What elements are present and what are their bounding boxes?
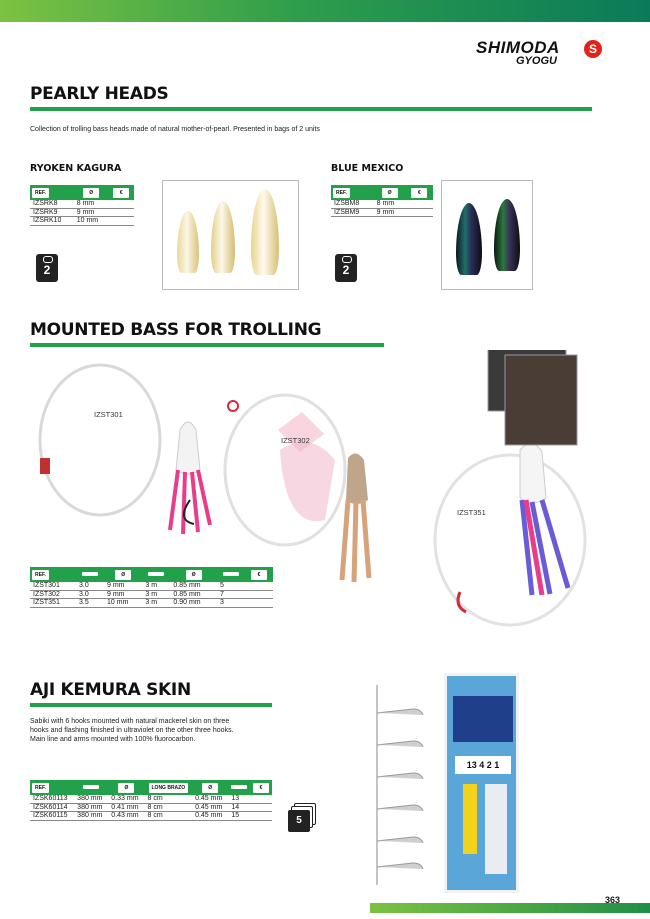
mexico-spec-table (331, 185, 433, 217)
price-cell (250, 795, 272, 803)
top-green-bar (0, 0, 650, 22)
subtitle-blue-mexico: BLUE MEXICO (331, 163, 404, 174)
cell: 3 m (142, 590, 170, 599)
rig-label-izst302: IZST302 (281, 436, 310, 445)
main-line-diameter-header: Ø (118, 783, 134, 793)
ref-header: REF. (333, 188, 350, 198)
ref-header: REF. (32, 570, 49, 580)
diameter-cell: 9 mm (74, 208, 109, 217)
head-diameter-header: Ø (115, 570, 131, 580)
arm-diameter-header: Ø (202, 783, 218, 793)
cell: 380 mm (74, 795, 108, 803)
bag-2-units-icon: 2 (36, 254, 58, 282)
brand-logo (476, 38, 606, 72)
table-row (30, 812, 272, 821)
cell: 0.90 mm (170, 599, 217, 608)
table-row (30, 599, 273, 608)
pack-count: 5 (288, 810, 310, 832)
brand-sub: GYOGU (516, 55, 557, 67)
arm-length-header: LONG BRAZO (149, 783, 189, 793)
table-row (30, 200, 134, 208)
price-cell (245, 582, 273, 590)
mounted-bass-spec-table (30, 567, 273, 608)
lure-head-image (520, 443, 546, 503)
ref-cell: IZST351 (30, 599, 76, 608)
price-cell (109, 217, 134, 226)
subtitle-ryoken-kagura: RYOKEN KAGURA (30, 163, 122, 174)
cell: 9 mm (104, 590, 142, 599)
ref-cell: IZSRK8 (30, 200, 74, 208)
table-row (30, 590, 273, 599)
ref-cell: IZST302 (30, 590, 76, 599)
price-header-icon: € (253, 783, 269, 793)
description-line: hooks and flashing finished in ultraviolet on the other three hooks. (30, 727, 234, 734)
cell: 0.45 mm (192, 795, 228, 803)
package-size-label: 13 4 2 1 (455, 756, 511, 774)
rig-label-izst301: IZST301 (94, 410, 123, 419)
dark-head-image (456, 203, 482, 275)
cell: 9 mm (104, 582, 142, 590)
ref-cell: IZST301 (30, 582, 76, 590)
cell: 3 m (142, 582, 170, 590)
price-header-icon: € (113, 188, 129, 198)
sabiki-package-photo (444, 673, 519, 893)
cell: 3 (217, 599, 245, 608)
section-title-mounted-bass: MOUNTED BASS FOR TROLLING (30, 320, 322, 340)
table-row (30, 217, 134, 226)
aji-spec-table (30, 780, 272, 821)
dark-head-image (494, 199, 520, 271)
table-row (30, 803, 272, 812)
cell: 3.0 (76, 582, 104, 590)
cell: 10 mm (104, 599, 142, 608)
table-row (30, 582, 273, 590)
price-cell (245, 599, 273, 608)
price-cell (250, 812, 272, 821)
ref-header: REF. (32, 188, 49, 198)
diameter-cell: 8 mm (374, 200, 406, 208)
section-rule (30, 343, 384, 347)
cell: 0.41 mm (108, 803, 144, 812)
cell: 13 (228, 795, 250, 803)
price-cell (406, 208, 433, 217)
cell: 8 cm (145, 795, 193, 803)
cell: 380 mm (74, 803, 108, 812)
section-title-pearly-heads: PEARLY HEADS (30, 84, 169, 104)
ryoken-spec-table (30, 185, 134, 226)
aji-description (30, 717, 234, 744)
cell: 3.5 (76, 599, 104, 608)
price-cell (109, 208, 134, 217)
diameter-header: Ø (83, 188, 99, 198)
line-length-header-icon (148, 572, 164, 576)
cell: 15 (228, 812, 250, 821)
diameter-cell: 8 mm (74, 200, 109, 208)
cell: 0.43 mm (108, 812, 144, 821)
price-header-icon: € (251, 570, 267, 580)
watermark-fox-image (280, 442, 335, 521)
diameter-cell: 10 mm (74, 217, 109, 226)
page-number: 363 (604, 895, 620, 905)
leader-line-image (40, 365, 160, 515)
line-diameter-header: Ø (186, 570, 202, 580)
pearl-head-image (177, 211, 199, 273)
price-cell (250, 803, 272, 812)
cell: 0.45 mm (192, 812, 228, 821)
pearl-head-image (211, 201, 235, 273)
description-line: Main line and arms mounted with 100% fluorocarbon. (30, 736, 196, 743)
cell: 3.0 (76, 590, 104, 599)
ref-header: REF. (32, 783, 49, 793)
crimp-image (40, 458, 50, 474)
pearly-description: Collection of trolling bass heads made of natural mother-of-pearl. Presented in bags of 2 units (30, 126, 320, 133)
hook-header-icon (231, 785, 247, 789)
cell: 0.45 mm (192, 803, 228, 812)
price-cell (245, 590, 273, 599)
brand-name: SHIMODA (476, 38, 560, 57)
table-row (331, 208, 433, 217)
section-title-aji-kemura: AJI KEMURA SKIN (30, 680, 191, 700)
cell: 0.85 mm (170, 590, 217, 599)
cell: 8 cm (145, 803, 193, 812)
cell: 380 mm (74, 812, 108, 821)
lure-skirt-image (342, 500, 369, 582)
price-cell (406, 200, 433, 208)
sabiki-hooks-image (377, 709, 423, 869)
price-cell (109, 200, 134, 208)
bag-2-units-icon: 2 (335, 254, 357, 282)
lure-head-image (176, 422, 200, 474)
section-rule (30, 703, 272, 707)
diameter-cell: 9 mm (374, 208, 406, 217)
pack-5-units-icon (288, 803, 318, 833)
ref-cell: IZSK60113 (30, 795, 74, 803)
ref-cell: IZSRK9 (30, 208, 74, 217)
cell: 5 (217, 582, 245, 590)
price-header-icon: € (411, 188, 427, 198)
ref-cell: IZSRK10 (30, 217, 74, 226)
pearl-head-image (251, 189, 279, 275)
diameter-header: Ø (382, 188, 398, 198)
lure-head-image (346, 453, 368, 504)
length-header-icon (83, 785, 99, 789)
ryoken-photo (162, 180, 299, 290)
ref-cell: IZSK60114 (30, 803, 74, 812)
section-rule (30, 107, 592, 111)
lure-size-header-icon (82, 572, 98, 576)
table-row (30, 208, 134, 217)
cell: 0.85 mm (170, 582, 217, 590)
ref-cell: IZSBM9 (331, 208, 374, 217)
rig-label-izst351: IZST351 (457, 508, 486, 517)
cell: 0.33 mm (108, 795, 144, 803)
cell: 8 cm (145, 812, 193, 821)
package-image (505, 355, 577, 445)
crimp-image (228, 401, 238, 411)
cell: 14 (228, 803, 250, 812)
description-line: Sabiki with 6 hooks mounted with natural mackerel skin on three (30, 718, 230, 725)
cell: 7 (217, 590, 245, 599)
cell: 3 m (142, 599, 170, 608)
table-row (331, 200, 433, 208)
ref-cell: IZSBM8 (331, 200, 374, 208)
brand-mark-icon: S (584, 40, 602, 58)
hook-header-icon (223, 572, 239, 576)
mexico-photo (441, 180, 533, 290)
table-row (30, 795, 272, 803)
lure-skirt-image (170, 470, 210, 534)
ref-cell: IZSK60115 (30, 812, 74, 821)
